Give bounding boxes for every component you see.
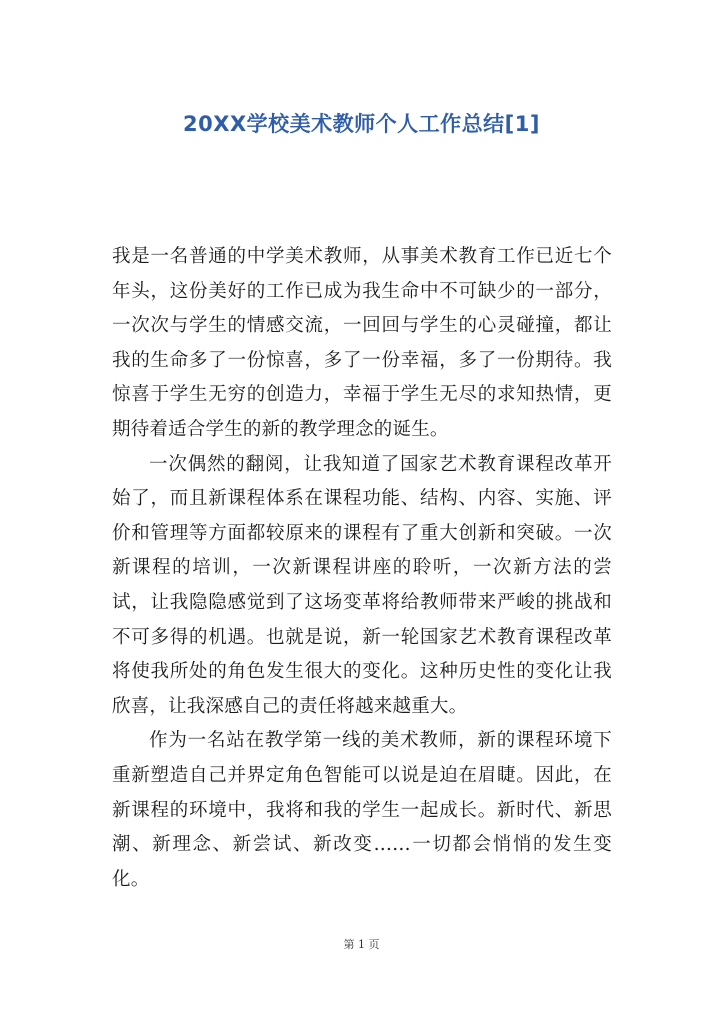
paragraph-2: 一次偶然的翻阅，让我知道了国家艺术教育课程改革开始了，而且新课程体系在课程功能、结构、内容、实施、评价和管理等方面都较原来的课程有了重大创新和突破。一次新课程的培训，一次新课程讲座的聆听，一次新方法的尝试，让我隐隐感觉到了这场变革将给教师带来严峻的挑战和不可多得的机遇。也就是说，新一轮国家艺术教育课程改革将使我所处的角色发生很大的变化。这种历史性的变化让我欣喜，让我深感自己的责任将越来越重大。	[112, 453, 612, 717]
page-number: 第 1 页	[343, 938, 380, 951]
document-body	[112, 240, 612, 897]
paragraph-1: 我是一名普通的中学美术教师，从事美术教育工作已近七个年头，这份美好的工作已成为我生命中不可缺少的一部分，一次次与学生的情感交流，一回回与学生的心灵碰撞，都让我的生命多了一份惊喜，多了一份幸福，多了一份期待。我惊喜于学生无穷的创造力，幸福于学生无尽的求知热情，更期待着适合学生的新的教学理念的诞生。	[112, 246, 612, 440]
paragraph-3: 作为一名站在教学第一线的美术教师，新的课程环境下重新塑造自己并界定角色智能可以说是迫在眉睫。因此，在新课程的环境中，我将和我的学生一起成长。新时代、新思潮、新理念、新尝试、新改变……一切都会悄悄的发生变化。	[112, 730, 612, 890]
document-title: 20XX学校美术教师个人工作总结[1]	[183, 112, 540, 136]
